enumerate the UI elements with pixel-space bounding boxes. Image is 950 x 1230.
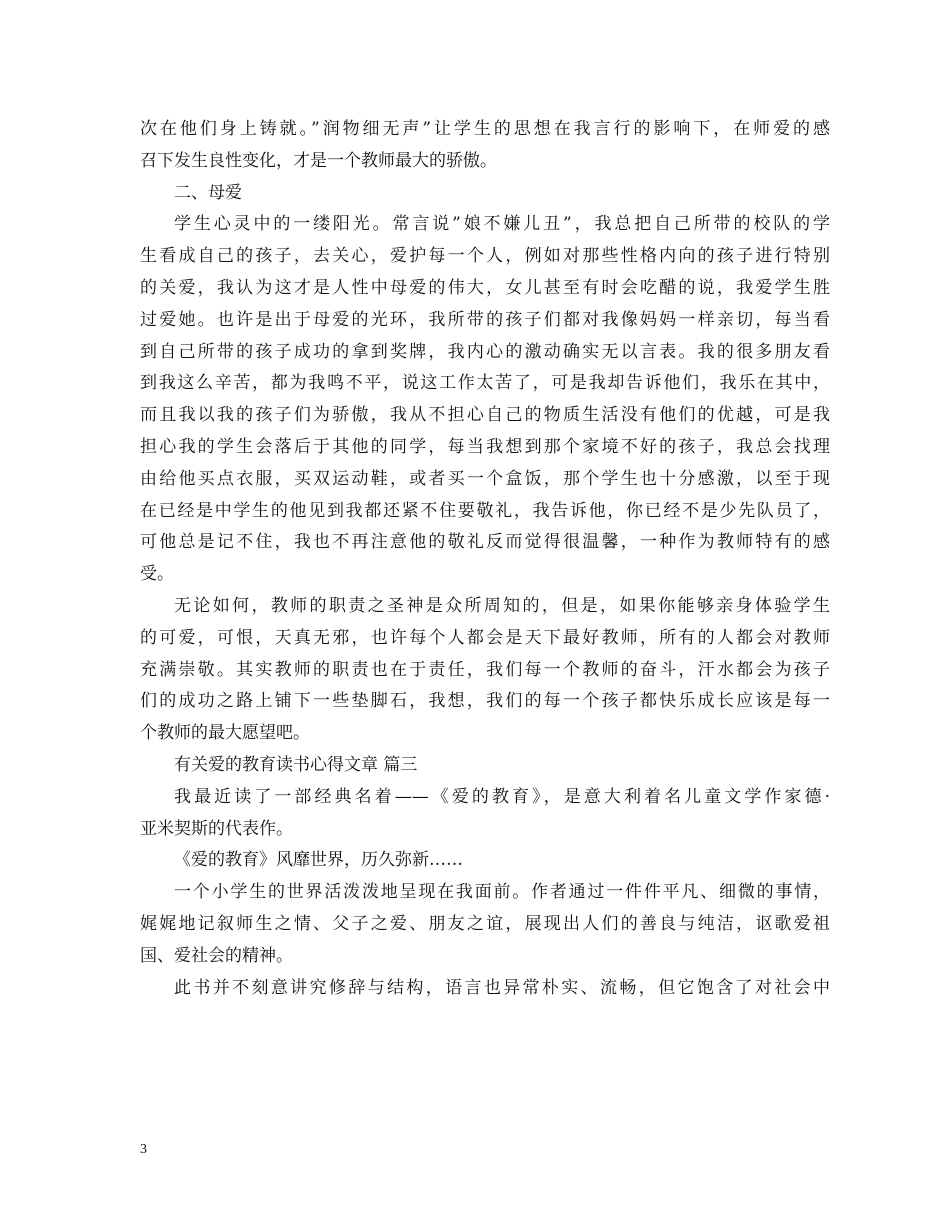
text-line: 充满崇敬。其实教师的职责也在于责任，我们每一个教师的奋斗，汗水都会为孩子 — [140, 659, 830, 680]
text-line: 的可爱，可恨，天真无邪，也许每个人都会是天下最好教师，所有的人都会对教师 — [140, 627, 830, 648]
section-heading: 二、母爱 — [174, 182, 242, 203]
text-line: 的关爱，我认为这才是人性中母爱的伟大，女儿甚至有时会吃醋的说，我爱学生胜 — [140, 277, 830, 298]
text-line: 学生心灵中的一缕阳光。常言说”娘不嫌儿丑”，我总把自己所带的校队的学 — [174, 214, 830, 235]
text-line: 个教师的最大愿望吧。 — [140, 723, 310, 744]
text-line: 《爱的教育》风靡世界，历久弥新…… — [174, 850, 463, 871]
text-line: 次在他们身上铸就。”润物细无声”让学生的思想在我言行的影响下，在师爱的感 — [140, 119, 830, 139]
text-line: 此书并不刻意讲究修辞与结构，语言也异常朴实、流畅，但它饱含了对社会中 — [174, 977, 830, 998]
body-text — [140, 114, 830, 1004]
text-line: 一个小学生的世界活泼泼地呈现在我面前。作者通过一件件平凡、细微的事情， — [174, 882, 830, 903]
text-line: 受。 — [140, 564, 174, 585]
text-line: 由给他买点衣服，买双运动鞋，或者买一个盒饭，那个学生也十分感激，以至于现 — [140, 468, 830, 489]
text-line: 国、爱社会的精神。 — [140, 945, 293, 966]
text-line: 无论如何，教师的职责之圣神是众所周知的，但是，如果你能够亲身体验学生 — [174, 595, 830, 616]
text-line: 担心我的学生会落后于其他的同学，每当我想到那个家境不好的孩子，我总会找理 — [140, 436, 830, 457]
text-line: 我最近读了一部经典名着——《爱的教育》，是意大利着名儿童文学作家德· — [174, 786, 830, 807]
text-line: 们的成功之路上铺下一些垫脚石，我想，我们的每一个孩子都快乐成长应该是每一 — [140, 691, 830, 712]
section-heading: 有关爱的教育读书心得文章 篇三 — [174, 754, 418, 775]
text-line: 亚米契斯的代表作。 — [140, 818, 293, 839]
text-line: 娓娓地记叙师生之情、父子之爱、朋友之谊，展现出人们的善良与纯洁，讴歌爱祖 — [140, 913, 830, 934]
text-line: 生看成自己的孩子，去关心，爱护每一个人，例如对那些性格内向的孩子进行特别 — [140, 246, 830, 267]
text-line: 可他总是记不住，我也不再注意他的敬礼反而觉得很温馨，一种作为教师特有的感 — [140, 532, 830, 553]
text-line: 到我这么辛苦，都为我鸣不平，说这工作太苦了，可是我却告诉他们，我乐在其中， — [140, 373, 830, 394]
text-line: 到自己所带的孩子成功的拿到奖牌，我内心的激动确实无以言表。我的很多朋友看 — [140, 341, 830, 362]
text-line: 过爱她。也许是出于母爱的光环，我所带的孩子们都对我像妈妈一样亲切，每当看 — [140, 309, 830, 330]
text-line: 而且我以我的孩子们为骄傲，我从不担心自己的物质生活没有他们的优越，可是我 — [140, 405, 830, 426]
text-line: 在已经是中学生的他见到我都还紧不住要敬礼，我告诉他，你已经不是少先队员了， — [140, 500, 830, 521]
text-line: 召下发生良性变化，才是一个教师最大的骄傲。 — [140, 150, 497, 171]
page-number: 3 — [140, 1142, 147, 1157]
